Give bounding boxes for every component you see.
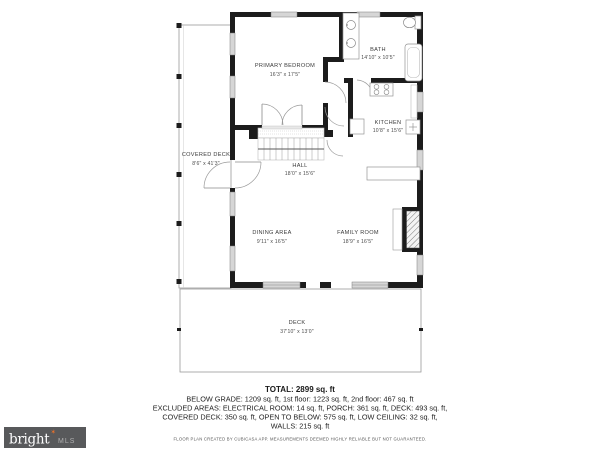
room-label-hall: HALL	[292, 163, 308, 169]
window	[417, 92, 423, 112]
deck-tick	[419, 328, 423, 331]
logo-mls-text: MLS	[58, 438, 76, 445]
summary-total: TOTAL: 2899 sq. ft	[265, 385, 335, 394]
room-label-dining-area: DINING AREA	[252, 230, 292, 236]
wall-segment	[300, 282, 306, 288]
toilet-icon	[404, 17, 416, 27]
wall-segment	[320, 282, 331, 288]
wall-segment	[323, 57, 344, 62]
room-dims-kitchen: 10'8" x 15'6"	[372, 128, 404, 134]
summary-line-3: COVERED DECK: 350 sq. ft, OPEN TO BELOW: 575 sq. ft, LOW CEILING: 32 sq. ft,	[162, 412, 438, 422]
window	[230, 246, 235, 271]
deck-post	[177, 74, 182, 79]
room-label-bath: BATH	[370, 47, 386, 53]
room-dims-bath: 14'10" x 10'5"	[361, 55, 395, 61]
door-sill	[262, 126, 302, 129]
deck-post	[177, 23, 182, 28]
wall-segment	[249, 125, 258, 139]
room-label-deck: DECK	[288, 320, 306, 326]
door-arc	[327, 140, 343, 156]
stove-icon	[370, 83, 393, 96]
logo-star-icon: ✶	[50, 429, 56, 436]
fireplace-icon	[393, 207, 423, 252]
kitchen-counter	[411, 85, 417, 118]
faucet-dot	[346, 42, 348, 44]
deck-post	[177, 221, 182, 226]
summary-line-1: BELOW GRADE: 1209 sq. ft, 1st floor: 1223 sq. ft, 2nd floor: 467 sq. ft	[186, 394, 414, 404]
room-label-kitchen: KITCHEN	[374, 120, 402, 126]
door-arc	[325, 82, 346, 103]
room-label-covered-deck: COVERED DECK	[181, 152, 231, 158]
deck-post	[177, 279, 182, 284]
french-door-arc	[262, 104, 283, 125]
window	[230, 192, 235, 216]
window	[417, 255, 423, 275]
deck-tick	[177, 328, 181, 331]
fireplace-hatch	[407, 211, 420, 248]
room-dims-covered-deck: 8'6" x 41'3"	[192, 161, 220, 167]
room-dims-hall: 18'0" x 15'6"	[284, 171, 316, 177]
window	[230, 33, 235, 55]
door-arc	[235, 162, 261, 188]
vanity-counter	[343, 13, 359, 59]
disclaimer-text: FLOOR PLAN CREATED BY CUBICASA APP. MEASUREMENTS DEEMED HIGHLY RELIABLE BUT NOT GUARANTEED.	[173, 436, 427, 442]
area-summary	[153, 385, 448, 442]
kitchen-island	[367, 167, 420, 180]
french-door-arc	[282, 105, 302, 125]
room-dims-primary-bedroom: 16'3" x 17'5"	[269, 72, 301, 78]
summary-line-2: EXCLUDED AREAS: ELECTRICAL ROOM: 14 sq. ft, PORCH: 361 sq. ft, DECK: 493 sq. ft,	[152, 403, 448, 413]
stair-landing	[258, 128, 324, 138]
room-label-primary-bedroom: PRIMARY BEDROOM	[254, 63, 316, 69]
bathtub-inner	[408, 48, 420, 78]
window	[357, 12, 380, 17]
room-dims-dining-area: 9'11" x 16'5"	[256, 239, 288, 245]
logo-brand-text: bright	[9, 431, 50, 448]
deck-post	[177, 172, 182, 177]
faucet-dot	[346, 24, 348, 26]
brightmls-logo	[4, 427, 86, 448]
summary-line-4: WALLS: 215 sq. ft	[270, 421, 330, 431]
wall-segment	[323, 62, 328, 82]
wall-segment	[388, 282, 423, 288]
fridge-icon	[350, 119, 364, 134]
wall-segment	[323, 130, 333, 137]
wall-segment	[230, 282, 263, 288]
wall-segment	[230, 12, 423, 17]
window	[230, 76, 235, 98]
toilet-tank	[415, 16, 421, 29]
fireplace-hearth	[393, 209, 402, 250]
deck-post	[177, 123, 182, 128]
room-label-family-room: FAMILY ROOM	[337, 230, 379, 236]
stairs	[258, 128, 324, 160]
room-dims-family-room: 18'9" x 16'5"	[342, 239, 374, 245]
window	[271, 12, 297, 17]
room-dims-deck: 37'10" x 13'0"	[280, 329, 314, 335]
